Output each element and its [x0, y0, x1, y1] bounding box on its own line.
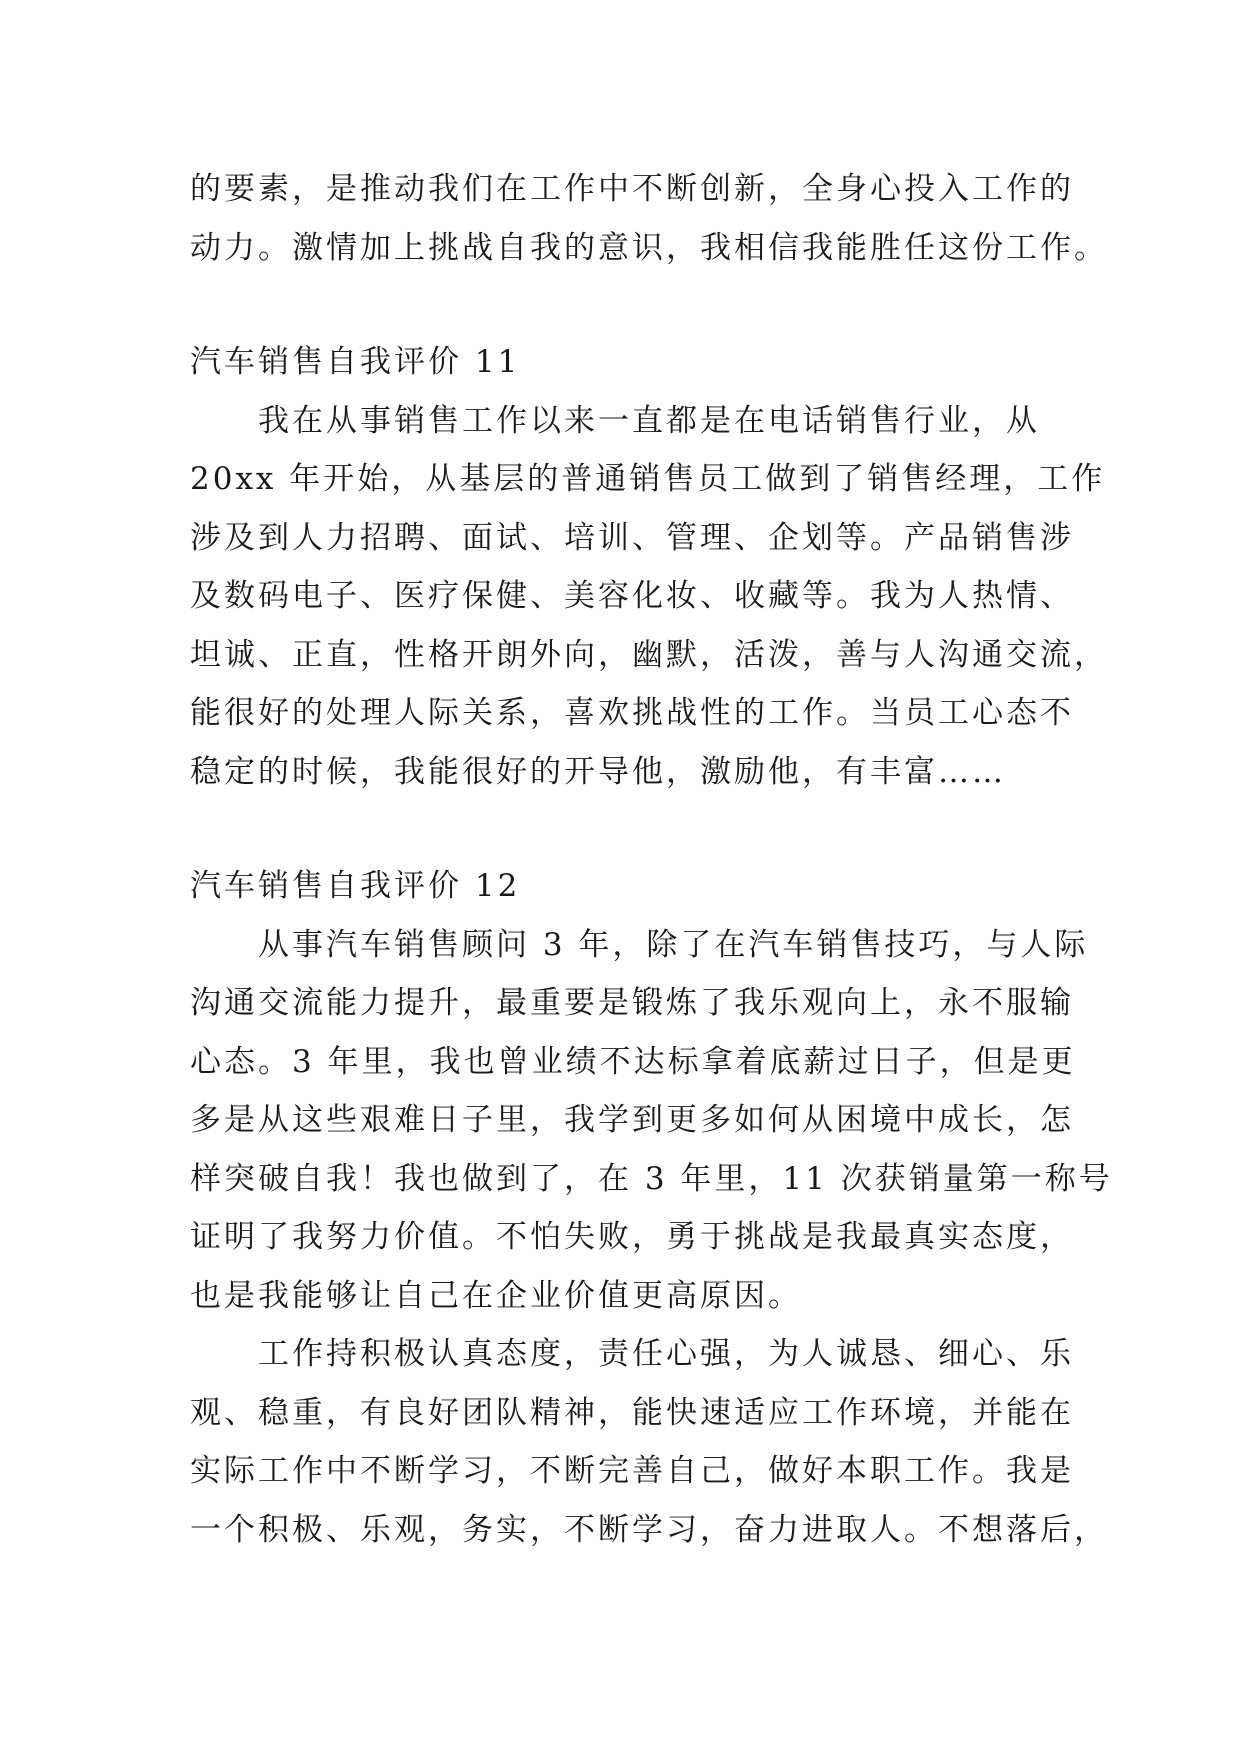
- paragraph-line: 一个积极、乐观，务实，不断学习，奋力进取人。不想落后，: [190, 1511, 1108, 1548]
- paragraph-line: 证明了我努力价值。不怕失败，勇于挑战是我最真实态度，: [190, 1219, 1074, 1255]
- paragraph-line: 涉及到人力招聘、面试、培训、管理、企划等。产品销售涉: [190, 519, 1074, 556]
- paragraph-line: 沟通交流能力提升，最重要是锻炼了我乐观向上，永不服输: [190, 985, 1074, 1021]
- paragraph-line: 稳定的时候，我能很好的开导他，激励他，有丰富……: [190, 753, 1006, 790]
- paragraph-line: 我在从事销售工作以来一直都是在电话销售行业，从: [190, 402, 1040, 439]
- paragraph-line: 能很好的处理人际关系，喜欢挑战性的工作。当员工心态不: [190, 695, 1074, 731]
- intro-line: 动力。激情加上挑战自我的意识，我相信我能胜任这份工作。: [190, 229, 1108, 266]
- document-body: [190, 160, 1113, 1559]
- intro-line: 的要素，是推动我们在工作中不断创新，全身心投入工作的: [190, 171, 1074, 207]
- paragraph-line: 样突破自我！我也做到了，在 3 年里，11 次获销量第一称号: [190, 1160, 1113, 1197]
- paragraph-line: 实际工作中不断学习，不断完善自己，做好本职工作。我是: [190, 1453, 1074, 1489]
- paragraph-line: 心态。3 年里，我也曾业绩不达标拿着底薪过日子，但是更: [190, 1043, 1076, 1080]
- paragraph-line: 从事汽车销售顾问 3 年，除了在汽车销售技巧，与人际: [190, 926, 1089, 963]
- section-spacer: [190, 801, 1060, 857]
- section-heading-11: 汽车销售自我评价 11: [190, 344, 521, 380]
- paragraph-line: 20xx 年开始，从基层的普通销售员工做到了销售经理，工作: [190, 461, 1106, 497]
- paragraph-line: 及数码电子、医疗保健、美容化妆、收藏等。我为人热情、: [190, 578, 1074, 614]
- paragraph-line: 观、稳重，有良好团队精神，能快速适应工作环境，并能在: [190, 1394, 1074, 1431]
- section-spacer: [190, 277, 1060, 333]
- paragraph-line: 也是我能够让自己在企业价值更高原因。: [190, 1277, 802, 1314]
- paragraph-line: 工作持积极认真态度，责任心强，为人诚恳、细心、乐: [190, 1336, 1074, 1372]
- paragraph-line: 多是从这些艰难日子里，我学到更多如何从困境中成长，怎: [190, 1102, 1074, 1138]
- section-heading-12: 汽车销售自我评价 12: [190, 868, 521, 904]
- paragraph-line: 坦诚、正直，性格开朗外向，幽默，活泼，善与人沟通交流，: [190, 636, 1108, 673]
